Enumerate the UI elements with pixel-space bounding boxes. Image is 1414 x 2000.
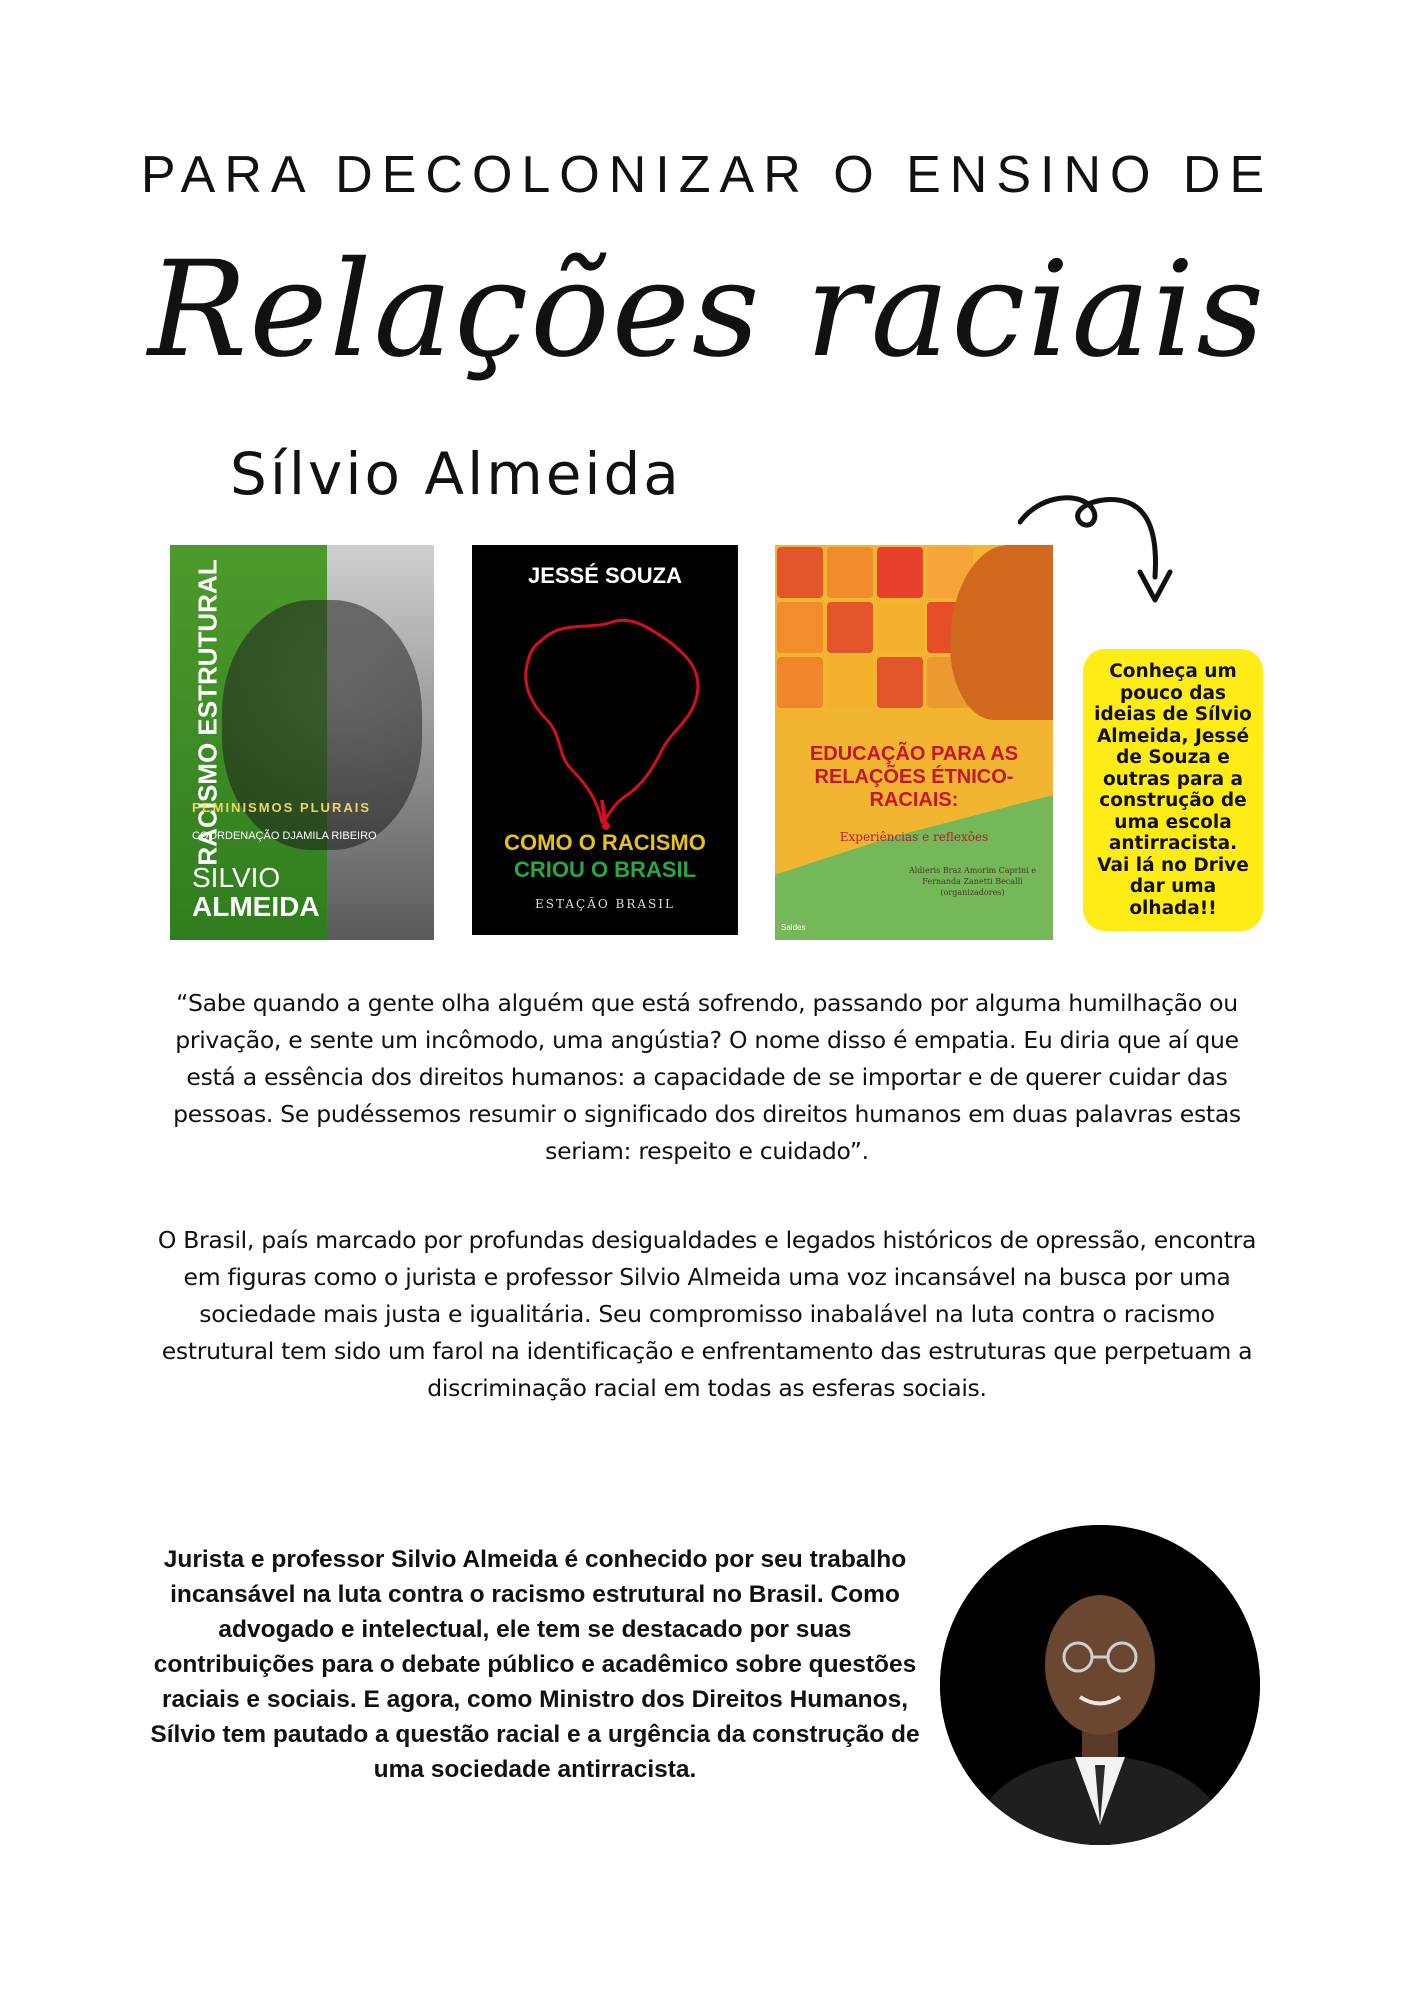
person-portrait-icon <box>940 1525 1260 1845</box>
author-photo <box>940 1525 1260 1845</box>
portraits-grid <box>775 545 975 710</box>
publisher-logo: ESTAÇÃO BRASIL <box>535 897 675 911</box>
intro-paragraph: O Brasil, país marcado por profundas desigualdades e legados históricos de opressão, encontra em figuras como o jurista e professor Silvio Almeida uma voz incansável na busca por uma sociedade mais justa e igualitária. Seu compromisso inabalável na luta contra o racismo estrutural tem sido um farol na identificação e enfrentamento das estruturas que perpetuam a discriminação racial em todas as esferas sociais. <box>157 1226 1257 1402</box>
publisher-logo: Saldes <box>781 923 806 932</box>
book-subtitle: Experiências e reflexões <box>839 830 989 844</box>
page-kicker: PARA DECOLONIZAR O ENSINO DE <box>140 146 1274 204</box>
author-name: Sílvio Almeida <box>230 440 682 508</box>
book-author: JESSÉ SOUZA <box>527 563 683 588</box>
drive-callout: Conheça um pouco das ideias de Sílvio Almeida, Jessé de Souza e outras para a construção de uma escola antirracista. Vai lá no Drive dar uma olhada!! <box>1083 649 1263 931</box>
series-name: FEMINISMOS PLURAIS <box>192 800 372 815</box>
brazil-map-icon <box>502 600 708 830</box>
bio-paragraph: Jurista e professor Silvio Almeida é conhecido por seu trabalho incansável na luta contra o racismo estrutural no Brasil. Como advogado e intelectual, ele tem se destacado por suas contribuições para o debate público e acadêmico sobre questões raciais e sociais. E agora, como Ministro dos Direitos Humanos, Sílvio tem pautado a questão racial e a urgência da construção de uma sociedade antirracista. <box>150 1546 920 1783</box>
book-title-line2: CRIOU O BRASIL <box>513 857 697 882</box>
book-cover-educacao-relacoes <box>775 545 1053 940</box>
book-title: EDUCAÇÃO PARA AS RELAÇÕES ÉTNICO-RACIAIS: <box>809 743 1019 811</box>
author-last-name: ALMEIDA <box>192 891 320 922</box>
book-title-text: RACISMO ESTRUTURAL <box>192 558 223 866</box>
book-editors: Aldieris Braz Amorim Caprini e Fernanda Zanetti Becalli (organizadores) <box>908 866 1037 897</box>
book-cover-como-o-racismo <box>472 545 738 935</box>
author-first-name: SILVIO <box>192 862 281 893</box>
book-title-line1: COMO O RACISMO <box>504 830 706 855</box>
coordination-credit: COORDENAÇÃO DJAMILA RIBEIRO <box>192 830 377 842</box>
page-title: Relações raciais <box>147 233 1267 387</box>
quote-paragraph: “Sabe quando a gente olha alguém que está sofrendo, passando por alguma humilhação ou privação, e sente um incômodo, uma angústia? O nome disso é empatia. Eu diria que aí que está a essência dos direitos humanos: a capacidade de se importar e de querer cuidar das pessoas. Se pudéssemos resumir o significado dos direitos humanos em duas palavras estas seriam: respeito e cuidado”. <box>173 989 1241 1165</box>
book-cover-racismo-estrutural <box>170 545 434 940</box>
curved-arrow-icon <box>1018 492 1180 612</box>
